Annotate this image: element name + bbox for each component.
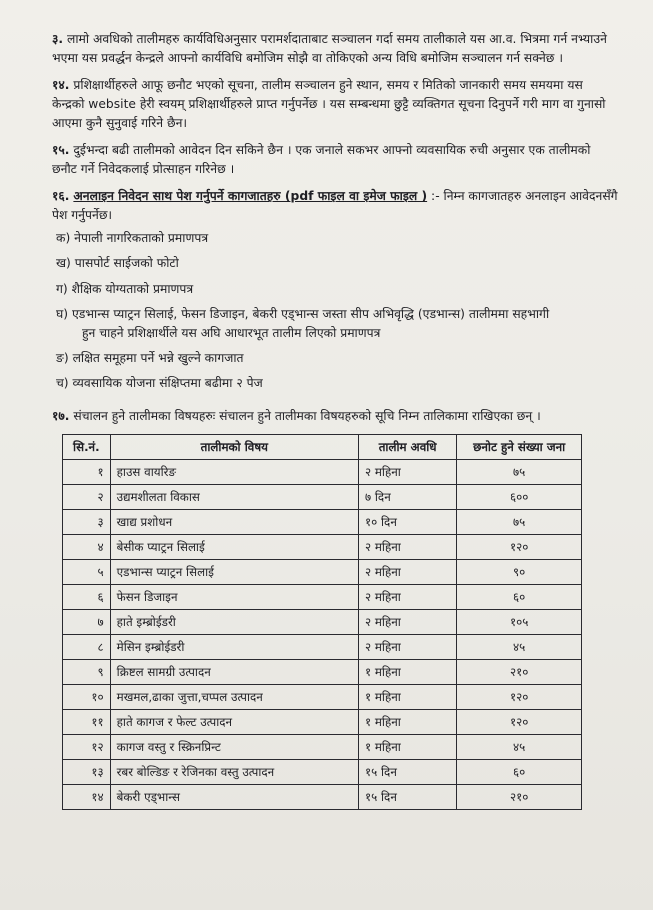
list-item-text: एडभान्स प्याट्रन सिलाई, फेसन डिजाइन, बेकरी एड्भान्स जस्ता सीप अभिवृद्धि (एडभान्स) तालीममा सहभागी (72, 306, 550, 321)
cell-subject: क्रिष्टल सामग्री उत्पादन (110, 659, 358, 684)
clause-number: १६. (52, 189, 70, 204)
clause-heading: अनलाइन निवेदन साथ पेश गर्नुपर्ने कागजातहरु (pdf फाइल वा इमेज फाइल ) (73, 189, 428, 204)
cell-subject: हाते कागज र फेल्ट उत्पादन (110, 709, 358, 734)
clause-text: दुईभन्दा बढी तालीमको आवेदन दिन सकिने छैन । एक जनाले सकभर आफ्नो व्यवसायिक रुची अनुसार एक तालीमको छनौट गर्ने निवेदकलाई प्रोत्साहन गरिनेछ । (52, 143, 591, 177)
table-row (63, 784, 582, 809)
cell-subject: खाद्य प्रशोधन (110, 509, 358, 534)
cell-subject: बेसीक प्याट्रन सिलाई (110, 534, 358, 559)
training-table (62, 434, 582, 810)
cell-serial: ११ (63, 709, 111, 734)
cell-subject: मेसिन इम्ब्रोईडरी (110, 634, 358, 659)
cell-duration: १ महिना (358, 709, 456, 734)
table-body (63, 459, 582, 809)
table-row (63, 584, 582, 609)
list-item-continuation: हुन चाहने प्रशिक्षार्थीले यस अघि आधारभूत तालीम लिएको प्रमाणपत्र (82, 325, 381, 340)
list-item-label: च) (56, 375, 69, 390)
cell-duration: २ महिना (358, 609, 456, 634)
cell-serial: १० (63, 684, 111, 709)
cell-subject: फेसन डिजाइन (110, 584, 358, 609)
cell-serial: ४ (63, 534, 111, 559)
header-serial: सि.नं. (63, 434, 111, 459)
header-subject: तालीमको विषय (110, 434, 358, 459)
cell-serial: ७ (63, 609, 111, 634)
list-item-text: व्यवसायिक योजना संक्षिप्तमा बढीमा २ पेज (72, 375, 263, 390)
clause-14 (52, 76, 619, 133)
document-list (52, 229, 619, 392)
header-duration: तालीम अवधि (358, 434, 456, 459)
cell-serial: ५ (63, 559, 111, 584)
list-item-text: नेपाली नागरिकताको प्रमाणपत्र (74, 231, 209, 246)
header-count: छनोट हुने संख्या जना (457, 434, 582, 459)
clause-number: १७. (52, 408, 70, 423)
cell-serial: १ (63, 459, 111, 484)
clause-text: :- निम्न कागजातहरु अनलाइन आवेदनसँगै पेश गर्नुपर्नेछ। (52, 189, 618, 223)
table-row (63, 534, 582, 559)
cell-count: १२० (457, 684, 582, 709)
clause-13 (52, 30, 619, 68)
clause-number: १४. (52, 78, 70, 93)
list-item-text: पासपोर्ट साईजको फोटो (74, 256, 179, 271)
cell-subject: हाते इम्ब्रोईडरी (110, 609, 358, 634)
list-item (56, 280, 619, 299)
cell-count: ४५ (457, 734, 582, 759)
cell-duration: ७ दिन (358, 484, 456, 509)
cell-duration: १५ दिन (358, 759, 456, 784)
cell-count: ७५ (457, 509, 582, 534)
cell-duration: २ महिना (358, 584, 456, 609)
table-row (63, 484, 582, 509)
cell-duration: १५ दिन (358, 784, 456, 809)
table-row (63, 509, 582, 534)
cell-serial: १२ (63, 734, 111, 759)
cell-subject: एडभान्स प्याट्रन सिलाई (110, 559, 358, 584)
cell-duration: २ महिना (358, 459, 456, 484)
cell-count: २१० (457, 659, 582, 684)
clause-15 (52, 141, 619, 179)
cell-serial: २ (63, 484, 111, 509)
cell-count: ६० (457, 759, 582, 784)
cell-subject: कागज वस्तु र स्क्रिनप्रिन्ट (110, 734, 358, 759)
cell-count: १२० (457, 534, 582, 559)
cell-serial: ६ (63, 584, 111, 609)
cell-count: ६०० (457, 484, 582, 509)
cell-duration: २ महिना (358, 559, 456, 584)
list-item (56, 229, 619, 248)
cell-duration: २ महिना (358, 534, 456, 559)
table-row (63, 684, 582, 709)
table-header-row (63, 434, 582, 459)
list-item-label: ख) (56, 256, 71, 271)
cell-count: १२० (457, 709, 582, 734)
clause-number: १५. (52, 143, 70, 158)
cell-count: ६० (457, 584, 582, 609)
clause-17 (52, 407, 619, 426)
cell-serial: ९ (63, 659, 111, 684)
table-row (63, 734, 582, 759)
cell-count: १०५ (457, 609, 582, 634)
cell-subject: हाउस वायरिङ (110, 459, 358, 484)
clause-text: संचालन हुने तालीमका विषयहरुः संचालन हुने तालीमका विषयहरुको सूचि निम्न तालिकामा राखिएका छन् । (73, 408, 541, 423)
cell-duration: १० दिन (358, 509, 456, 534)
clause-text: लामो अवधिको तालीमहरु कार्यविधिअनुसार परामर्शदाताबाट सञ्चालन गर्दा समय तालीकाले यस आ.व. भित्रमा गर्न नभ्याउने भएमा यस प्रवर्द्धन केन्द्रले आफ्नो कार्यविधि बमोजिम सोझै वा तोकिएको अन्य विधि बमोजिम सञ्चालन गर्न सक्नेछ । (52, 32, 607, 66)
list-item-label: क) (56, 231, 71, 246)
table-row (63, 609, 582, 634)
cell-subject: बेकरी एड्भान्स (110, 784, 358, 809)
list-item (56, 349, 619, 368)
list-item-text: लक्षित समूहमा पर्ने भन्ने खुल्ने कागजात (72, 350, 244, 365)
cell-subject: मखमल,ढाका जुत्ता,चप्पल उत्पादन (110, 684, 358, 709)
cell-subject: रबर बोल्डिङ र रेजिनका वस्तु उत्पादन (110, 759, 358, 784)
list-item (56, 305, 619, 343)
cell-count: ९० (457, 559, 582, 584)
cell-duration: १ महिना (358, 684, 456, 709)
table-row (63, 659, 582, 684)
table-row (63, 559, 582, 584)
table-row (63, 459, 582, 484)
clause-text: प्रशिक्षार्थीहरुले आफू छनौट भएको सूचना, तालीम सञ्चालन हुने स्थान, समय र मितिको जानकारी समय समयमा यस केन्द्रको website हेरी स्वयम् प्रशिक्षार्थीहरुले प्राप्त गर्नुपर्नेछ । यस सम्बन्धमा छुट्टै व्यक्तिगत सूचना दिनुपर्ने गरी माग वा गुनासो आएमा कुनै सुनुवाई गरिने छैन। (52, 78, 606, 131)
list-item (56, 254, 619, 273)
list-item-label: घ) (56, 306, 69, 321)
cell-duration: २ महिना (358, 634, 456, 659)
table-row (63, 634, 582, 659)
cell-serial: ८ (63, 634, 111, 659)
list-item-label: ग) (56, 281, 68, 296)
cell-subject: उद्यमशीलता विकास (110, 484, 358, 509)
clause-number: ३. (52, 32, 64, 46)
list-item-label: ङ) (56, 350, 69, 365)
cell-serial: १४ (63, 784, 111, 809)
cell-serial: ३ (63, 509, 111, 534)
table-row (63, 709, 582, 734)
list-item-text: शैक्षिक योग्यताको प्रमाणपत्र (71, 281, 194, 296)
cell-duration: १ महिना (358, 734, 456, 759)
cell-serial: १३ (63, 759, 111, 784)
cell-duration: १ महिना (358, 659, 456, 684)
list-item (56, 374, 619, 393)
cell-count: ४५ (457, 634, 582, 659)
cell-count: २१० (457, 784, 582, 809)
table-row (63, 759, 582, 784)
clause-16 (52, 187, 619, 392)
cell-count: ७५ (457, 459, 582, 484)
